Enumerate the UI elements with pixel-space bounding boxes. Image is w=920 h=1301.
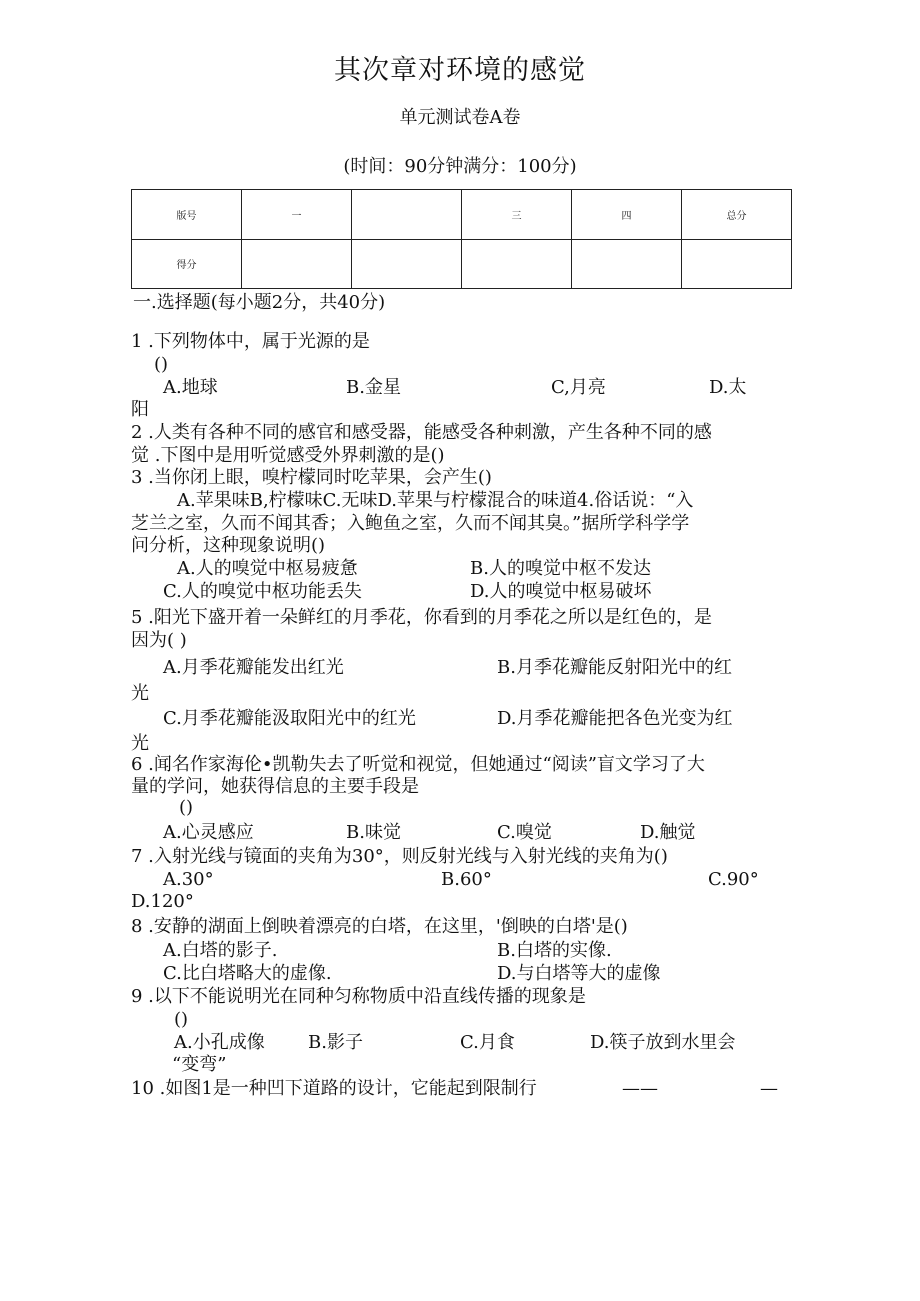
question-2-text-cont: 觉 .下图中是用听觉感受外界刺激的是() [131,445,445,466]
question-7-option-a: A.30° [163,869,214,890]
question-5-option-d-wrap: 光 [131,733,149,754]
score-cell [352,239,462,289]
question-8-option-c: C.比白塔略大的虚像. [163,963,332,984]
question-8-text: 8 .安静的湖面上倒映着漂亮的白塔，在这里，'倒映的白塔'是() [131,916,628,937]
score-table-header-row [132,190,792,240]
score-cell [242,239,352,289]
question-9-option-d: D.筷子放到水里会 [590,1032,736,1053]
question-1-blank: () [154,354,169,375]
question-9-text: 9 .以下不能说明光在同种匀称物质中沿直线传播的现象是 [131,986,586,1007]
question-4-option-a: A.人的嗅觉中枢易疲惫 [177,558,358,579]
question-6-option-a: A.心灵感应 [163,822,254,843]
score-table-header-cell: 总分 [682,190,792,240]
question-10-text: 10 .如图1是一种凹下道路的设计，它能起到限制行 [131,1078,537,1099]
question-7-option-b: B.60° [441,869,492,890]
question-2-text: 2 .人类有各种不同的感官和感受器，能感受各种刺激，产生各种不同的感 [131,422,712,443]
question-8-option-b: B.白塔的实像. [497,940,612,961]
question-8-option-a: A.白塔的影子. [163,940,278,961]
score-table-header-cell: 一 [242,190,352,240]
question-5-option-d: D.月季花瓣能把各色光变为红 [497,708,733,729]
question-7-text: 7 .入射光线与镜面的夹角为30°，则反射光线与入射光线的夹角为() [131,846,668,867]
question-8-option-d: D.与白塔等大的虚像 [497,963,661,984]
question-4-option-b: B.人的嗅觉中枢不发达 [470,558,651,579]
score-cell [462,239,572,289]
question-1-option-a: A.地球 [163,377,218,398]
score-table-score-row [132,239,792,289]
section-heading: 一.选择题(每小题2分，共40分) [133,292,386,313]
question-4-text: 芝兰之室，久而不闻其香；入鲍鱼之室，久而不闻其臭。”据所学科学学 [131,513,690,534]
score-table-header-cell: 三 [462,190,572,240]
score-table-header-cell: 版号 [132,190,242,240]
question-6-blank: () [179,797,194,818]
question-4-option-c: C.人的嗅觉中枢功能丢失 [163,581,362,602]
score-table-header-cell [352,190,462,240]
question-5-text-cont: 因为( ) [131,630,187,651]
question-9-option-a: A.小孔成像 [174,1032,265,1053]
score-table [131,189,792,289]
question-5-text: 5 .阳光下盛开着一朵鲜红的月季花，你看到的月季花之所以是红色的，是 [131,607,712,628]
question-1-option-d: D.太 [709,377,747,398]
question-9-option-c: C.月食 [460,1032,515,1053]
question-4-text-cont: 问分析，这种现象说明() [131,535,326,556]
question-5-option-c: C.月季花瓣能汲取阳光中的红光 [163,708,416,729]
question-1-option-b: B.金星 [346,377,401,398]
question-3-options: A.苹果味B,柠檬味C.无味D.苹果与柠檬混合的味道4.俗话说：“入 [177,490,694,511]
question-10-blank: —— [622,1078,658,1099]
question-4-option-d: D.人的嗅觉中枢易破坏 [470,581,652,602]
question-6-option-c: C.嗅觉 [497,822,552,843]
question-9-option-d-wrap: “变弯” [172,1054,227,1075]
score-cell [572,239,682,289]
score-table-row-label: 得分 [132,239,242,289]
question-1-option-d-wrap: 阳 [131,399,149,420]
question-5-option-b-wrap: 光 [131,683,149,704]
score-table-header-cell: 四 [572,190,682,240]
page-subtitle: 单元测试卷A卷 [399,107,521,128]
question-3-text: 3 .当你闭上眼，嗅柠檬同时吃苹果，会产生() [131,467,492,488]
question-5-option-b: B.月季花瓣能反射阳光中的红 [497,657,732,678]
question-6-text: 6 .闻名作家海伦•凯勒失去了听觉和视觉，但她通过“阅读”盲文学习了大 [131,754,705,775]
question-6-option-d: D.触觉 [640,822,696,843]
question-1-text: 1 .下列物体中，属于光源的是 [131,331,370,352]
score-cell [682,239,792,289]
page-title: 其次章对环境的感觉 [334,55,586,86]
question-10-blank: — [760,1078,778,1099]
question-7-option-c: C.90° [708,869,759,890]
question-9-option-b: B.影子 [308,1032,363,1053]
question-1-option-c: C,月亮 [551,377,606,398]
question-9-blank: () [174,1009,189,1030]
question-6-text-cont: 量的学问，她获得信息的主要手段是 [131,776,419,797]
time-info: (时间：90分钟满分：100分) [343,156,577,177]
question-5-option-a: A.月季花瓣能发出红光 [163,657,344,678]
question-7-option-d: D.120° [131,891,194,912]
question-6-option-b: B.味觉 [346,822,401,843]
